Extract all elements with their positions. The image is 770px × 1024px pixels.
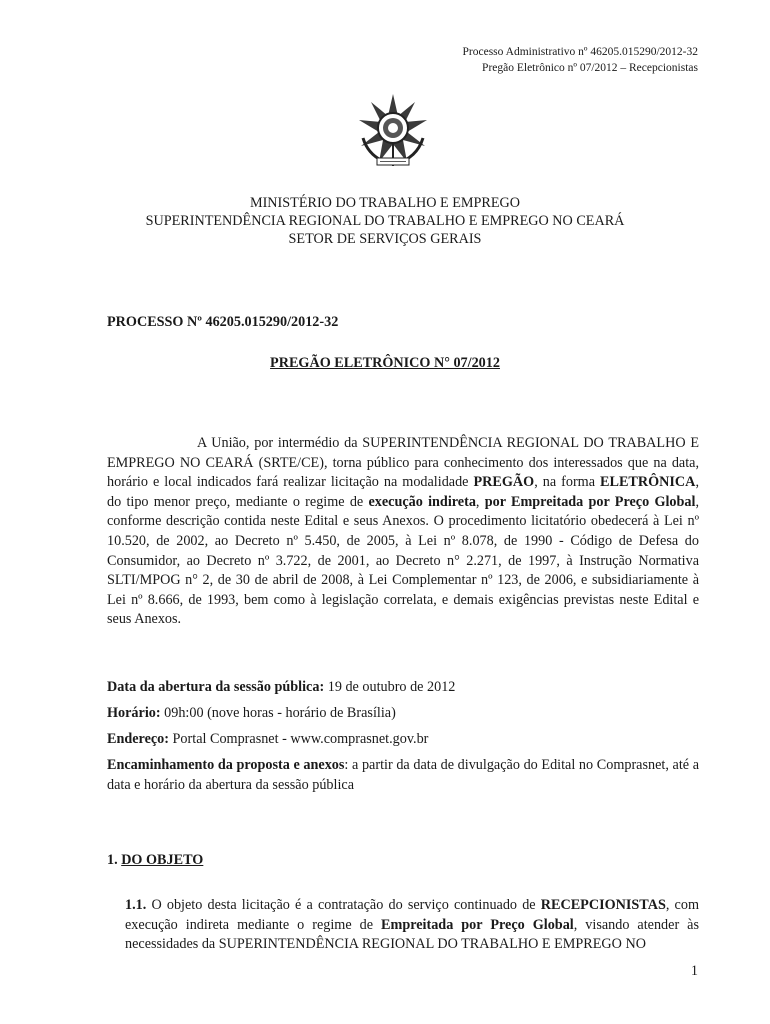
section-1-1-number: 1.1. [125,897,147,913]
intro-text-5: , conforme descrição contida neste Edital e seus Anexos. O procedimento licitatório obedecerá à Lei nº 10.520, de 2002, ao Decreto nº 5.450, de 2005, à Lei nº 8.078, de 1990 - Código de Defesa do Consumidor, ao Decreto nº 3.722, de 2001, ao Decreto n° 2.271, de 1997, à Instrução Normativa SLTI/MPOG n° 2, de 30 de abril de 2008, à Lei Complementar nº 123, de 2006, e subsidiariamente à Lei nº 8.666, de 1993, bem como à legislação correlata, e demais exigências previstas neste Edital e seus Anexos. [107,493,699,628]
intro-bold-execucao: execução indireta [368,493,476,510]
section-1-title [107,852,203,869]
session-address [107,730,699,750]
section-1-number: 1. [107,852,122,868]
intro-bold-eletronica: ELETRÔNICA [600,474,696,491]
process-number: PROCESSO Nº 46205.015290/2012-32 [107,314,339,330]
session-time-label: Horário: [107,705,161,721]
section-1-1-bold-empreitada: Empreitada por Preço Global [381,916,574,933]
section-1-1-text-3: , visando atender às necessidades da SUPERINTENDÊNCIA REGIONAL DO TRABALHO E EMPREGO NO [125,916,700,953]
section-1-1-bold-recepcionistas: RECEPCIONISTAS [540,897,666,913]
intro-paragraph [107,434,699,630]
superintendency-name: SUPERINTENDÊNCIA REGIONAL DO TRABALHO E EMPREGO NO CEARÁ [145,213,625,229]
header-process-line: Processo Administrativo nº 46205.015290/2012-32 [462,46,698,58]
coat-of-arms-icon [355,92,431,170]
header-pregao-line: Pregão Eletrônico nº 07/2012 – Recepcionistas [482,62,698,74]
page-number: 1 [690,963,698,979]
session-submission [107,756,699,795]
institution-block [0,194,770,248]
intro-bold-empreitada: por Empreitada por Preço Global [484,493,696,510]
pregao-title: PREGÃO ELETRÔNICO N° 07/2012 [270,355,500,371]
session-submission-value: : a partir da data de divulgação do Edital no Comprasnet, até a data e horário da abertura da sessão pública [107,757,699,793]
ministry-name: MINISTÉRIO DO TRABALHO E EMPREGO [249,195,521,211]
intro-text-3: , do tipo menor preço, mediante o regime de [107,474,699,510]
section-1-heading: DO OBJETO [121,852,204,868]
session-time-value: 09h:00 (nove horas - horário de Brasília) [160,705,396,721]
intro-text-1: A União, por intermédio da SUPERINTENDÊNCIA REGIONAL DO TRABALHO E EMPREGO NO CEARÁ (SRTE/CE), torna público para conhecimento dos interessados que na data, horário e local indicados fará realizar licitação na modalidade [107,435,699,491]
intro-bold-pregao: PREGÃO [473,474,535,491]
session-address-value: Portal Comprasnet - www.comprasnet.gov.br [169,731,429,747]
session-date-value: 19 de outubro de 2012 [324,679,456,695]
intro-text-2: , na forma [534,474,601,491]
session-time [107,704,699,724]
session-submission-label: Encaminhamento da proposta e anexos [107,757,345,773]
section-1-1-text-1: O objeto desta licitação é a contratação do serviço continuado de [146,897,541,913]
running-header [463,44,698,76]
sector-name: SETOR DE SERVIÇOS GERAIS [288,231,482,247]
session-date-label: Data da abertura da sessão pública: [107,679,325,695]
section-1-1-text-2: , com execução indireta mediante o regime de [125,897,699,933]
intro-text-4: , [475,493,485,510]
session-date [107,678,699,698]
session-address-label: Endereço: [107,731,169,747]
section-1-1-paragraph [125,896,699,955]
